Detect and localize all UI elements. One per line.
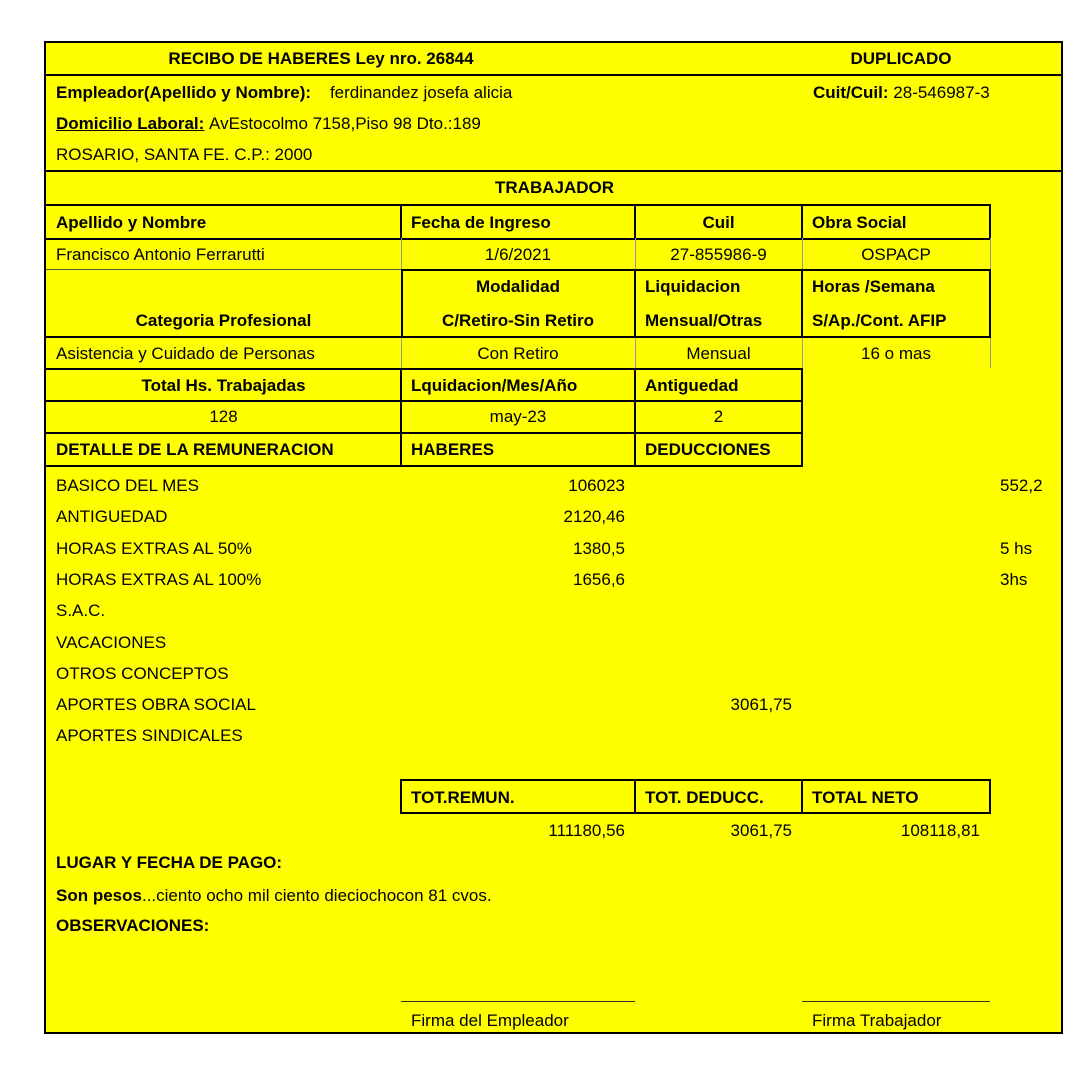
item-deduction	[635, 720, 802, 751]
employer-cuit-value: 28-546987-3	[893, 83, 990, 102]
item-note	[990, 501, 1063, 532]
observations-label: OBSERVACIONES:	[56, 916, 210, 935]
item-deduction	[635, 470, 802, 501]
category-value: Asistencia y Cuidado de Personas	[56, 344, 315, 363]
item-concept: HORAS EXTRAS AL 100%	[56, 570, 262, 589]
item-note	[990, 658, 1063, 689]
modality-value: Con Retiro	[477, 344, 559, 363]
item-note	[990, 689, 1063, 720]
employer-name-label: Empleador(Apellido y Nombre):	[56, 83, 312, 102]
worker-cuil: 27-855986-9	[670, 245, 767, 264]
employer-address-value: AvEstocolmo 7158,Piso 98 Dto.:189	[209, 114, 481, 133]
settlement-value: Mensual	[686, 344, 751, 363]
settlement-header-2: Mensual/Otras	[645, 311, 763, 330]
employer-cuit	[803, 77, 1063, 108]
period-value: may-23	[489, 407, 547, 426]
seniority-header: Antiguedad	[645, 376, 739, 395]
health-value: OSPACP	[861, 245, 931, 264]
total-net-value: 108118,81	[900, 821, 980, 840]
item-earning: 106023	[568, 476, 625, 495]
employer-signature-label: Firma del Empleador	[411, 1011, 569, 1030]
item-note	[990, 627, 1063, 658]
start-date-header: Fecha de Ingreso	[411, 213, 551, 232]
period-header: Lquidacion/Mes/Año	[411, 376, 578, 395]
receipt-sheet	[44, 41, 1063, 1034]
item-earning	[401, 720, 635, 751]
item-earning: 1380,5	[573, 539, 625, 558]
item-earning: 2120,46	[563, 507, 625, 526]
cuil-header: Cuil	[702, 213, 735, 232]
item-deduction	[635, 501, 802, 532]
total-remun-label: TOT.REMUN.	[411, 788, 515, 807]
item-deduction	[635, 595, 802, 626]
item-concept: S.A.C.	[56, 601, 106, 620]
words-label: Son pesos	[56, 886, 142, 905]
item-earning	[401, 627, 635, 658]
modality-header-1: Modalidad	[475, 277, 561, 296]
item-concept: VACACIONES	[56, 633, 167, 652]
category-header: Categoria Profesional	[135, 311, 312, 330]
worker-signature-label: Firma Trabajador	[812, 1011, 942, 1030]
worker-name-header: Apellido y Nombre	[56, 213, 207, 232]
total-deduct-label: TOT. DEDUCC.	[645, 788, 764, 807]
employer-name-value: ferdinandez josefa alicia	[329, 83, 513, 102]
item-concept: HORAS EXTRAS AL 50%	[56, 539, 252, 558]
hours-week-header-2: S/Ap./Cont. AFIP	[812, 311, 947, 330]
employer-cuit-label: Cuit/Cuil:	[813, 83, 889, 102]
total-remun-value: 111180,56	[548, 821, 625, 840]
employer-signature-line	[401, 1001, 635, 1002]
detail-header: DETALLE DE LA REMUNERACION	[56, 440, 334, 459]
payment-label: LUGAR Y FECHA DE PAGO:	[56, 853, 283, 872]
item-concept: APORTES SINDICALES	[56, 726, 243, 745]
employer-line	[46, 77, 806, 108]
item-note: 5 hs	[1000, 539, 1033, 558]
employer-address-label: Domicilio Laboral:	[56, 114, 205, 133]
hours-week-header-1: Horas /Semana	[812, 277, 935, 296]
worker-section-title: TRABAJADOR	[495, 178, 614, 197]
amount-in-words	[46, 880, 746, 911]
total-net-label: TOTAL NETO	[812, 788, 919, 807]
total-hours-value: 128	[209, 407, 238, 426]
item-concept: OTROS CONCEPTOS	[56, 664, 229, 683]
item-concept: BASICO DEL MES	[56, 476, 199, 495]
copy-label: DUPLICADO	[850, 49, 952, 68]
item-concept: ANTIGUEDAD	[56, 507, 168, 526]
item-note	[990, 595, 1063, 626]
receipt-title: RECIBO DE HABERES Ley nro. 26844	[168, 49, 474, 68]
item-earning	[401, 689, 635, 720]
modality-header-2: C/Retiro-Sin Retiro	[441, 311, 595, 330]
item-earning: 1656,6	[573, 570, 625, 589]
health-header: Obra Social	[812, 213, 907, 232]
item-deduction	[635, 627, 802, 658]
worker-name: Francisco Antonio Ferrarutti	[56, 245, 265, 264]
words-value: ...ciento ocho mil ciento dieciochocon 81 cvos.	[141, 886, 492, 905]
employer-address-line	[46, 108, 806, 139]
item-deduction	[635, 564, 802, 595]
item-earning	[401, 595, 635, 626]
item-deduction	[635, 533, 802, 564]
item-earning	[401, 658, 635, 689]
item-note: 552,2	[1000, 476, 1043, 495]
worker-signature-line	[802, 1001, 990, 1002]
deductions-header: DEDUCCIONES	[645, 440, 771, 459]
item-note: 3hs	[1000, 570, 1028, 589]
item-deduction	[635, 658, 802, 689]
item-concept: APORTES OBRA SOCIAL	[56, 695, 256, 714]
total-hours-header: Total Hs. Trabajadas	[141, 376, 306, 395]
item-deduction: 3061,75	[730, 695, 792, 714]
total-deduct-value: 3061,75	[730, 821, 792, 840]
hours-week-value: 16 o mas	[861, 344, 931, 363]
employer-city: ROSARIO, SANTA FE. C.P.: 2000	[56, 145, 313, 164]
seniority-value: 2	[713, 407, 724, 426]
start-date: 1/6/2021	[484, 245, 552, 264]
earnings-header: HABERES	[411, 440, 495, 459]
settlement-header-1: Liquidacion	[645, 277, 741, 296]
item-note	[990, 720, 1063, 751]
